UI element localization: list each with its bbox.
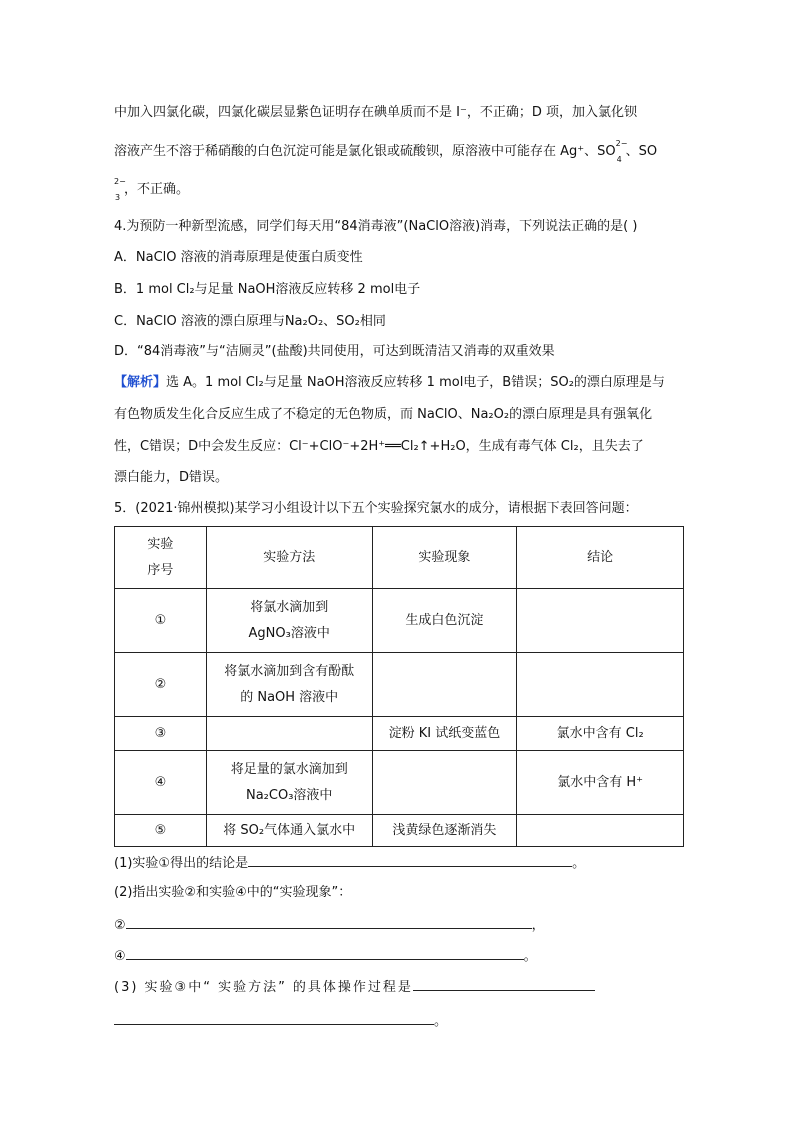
answer-blank[interactable] — [248, 852, 572, 867]
sub3-end: 。 — [434, 1014, 448, 1029]
row-id: ④ — [115, 751, 207, 815]
table-row — [115, 653, 684, 717]
header-cell: 结论 — [517, 527, 684, 589]
q4-analysis-line-3: 性，C错误；D中会发生反应：Cl⁻+ClO⁻+2H⁺══Cl₂↑+H₂O，生成有毒气体 Cl₂，且失去了 — [114, 439, 644, 454]
row-method: 将足量的氯水滴加到 Na₂CO₃溶液中 — [206, 751, 372, 815]
experiment-table — [114, 526, 684, 847]
intro-line-1: 中加入四氯化碳，四氯化碳层显紫色证明存在碘单质而不是 I⁻，不正确；D 项，加入氯化钡 — [114, 105, 637, 120]
row-id: ③ — [115, 717, 207, 751]
row-phenomenon: 生成白色沉淀 — [372, 589, 517, 653]
q4-analysis-line-1 — [114, 374, 665, 392]
answer-blank[interactable] — [126, 945, 524, 960]
intro-line-3 — [114, 177, 190, 202]
intro-line-2 — [114, 139, 658, 164]
intro-line-3-tail: ，不正确。 — [124, 182, 190, 197]
answer-blank[interactable] — [126, 914, 532, 929]
row-conclusion: 氯水中含有 H⁺ — [517, 751, 684, 815]
q5-sub2: (2)指出实验②和实验④中的“实验现象”： — [114, 885, 352, 900]
row-conclusion — [517, 815, 684, 847]
sub1-prefix: (1)实验①得出的结论是 — [114, 856, 249, 871]
q4-option-b: B．1 mol Cl₂与足量 NaOH溶液反应转移 2 mol电子 — [114, 282, 421, 297]
q4-analysis-line-4: 漂白能力，D错误。 — [114, 470, 229, 485]
row-method — [206, 717, 372, 751]
row-id: ② — [115, 653, 207, 717]
table-row — [115, 815, 684, 847]
q4-option-d: D．“84消毒液”与“洁厕灵”(盐酸)共同使用，可达到既清洁又消毒的双重效果 — [114, 344, 555, 359]
q5-stem: 5．(2021·锦州模拟)某学习小组设计以下五个实验探究氯水的成分，请根据下表回答问题： — [114, 501, 638, 516]
analysis-label: 【解析】 — [114, 375, 167, 390]
row-phenomenon — [372, 751, 517, 815]
row-conclusion: 氯水中含有 Cl₂ — [517, 717, 684, 751]
sub2-b-end: 。 — [523, 949, 537, 964]
q4-option-c: C．NaClO 溶液的漂白原理与Na₂O₂、SO₂相同 — [114, 314, 386, 329]
row-method: 将氯水滴加到含有酚酞 的 NaOH 溶液中 — [206, 653, 372, 717]
row-method: 将 SO₂气体通入氯水中 — [206, 815, 372, 847]
q5-sub3-cont — [114, 1010, 447, 1031]
table-row — [115, 717, 684, 751]
header-cell: 实验现象 — [372, 527, 517, 589]
q5-sub1 — [114, 852, 585, 873]
q5-sub2-b — [114, 945, 537, 966]
table-row — [115, 589, 684, 653]
sulfate-charge: 2− 4 — [615, 139, 628, 164]
row-conclusion — [517, 589, 684, 653]
answer-blank[interactable] — [114, 1010, 434, 1025]
q5-sub2-a — [114, 914, 545, 935]
table-row — [115, 751, 684, 815]
row-phenomenon: 淀粉 KI 试纸变蓝色 — [372, 717, 517, 751]
row-conclusion — [517, 653, 684, 717]
sub2-a-end: ， — [531, 918, 545, 933]
q4-analysis-line-2: 有色物质发生化合反应生成了不稳定的无色物质，而 NaClO、Na₂O₂的漂白原理是具有强氧化 — [114, 407, 653, 422]
header-cell: 实验方法 — [206, 527, 372, 589]
row-id: ① — [115, 589, 207, 653]
intro-line-2-tail: 、SO — [625, 144, 658, 159]
sulfite-charge: 2− 3 — [114, 177, 126, 202]
q5-sub3 — [114, 976, 595, 997]
answer-blank[interactable] — [413, 976, 595, 991]
row-method: 将氯水滴加到 AgNO₃溶液中 — [206, 589, 372, 653]
sub3-prefix: (3) 实验③中“ 实验方法” 的具体操作过程是 — [114, 980, 413, 995]
sub1-end: 。 — [572, 856, 586, 871]
row-phenomenon — [372, 653, 517, 717]
row-phenomenon: 浅黄绿色逐渐消失 — [372, 815, 517, 847]
intro-line-2-text: 溶液产生不溶于稀硝酸的白色沉淀可能是氯化银或硫酸钡，原溶液中可能存在 Ag⁺、SO — [114, 144, 616, 159]
header-cell: 实验 序号 — [115, 527, 207, 589]
analysis-text-1: 选 A。1 mol Cl₂与足量 NaOH溶液反应转移 1 mol电子，B错误；SO₂的漂白原理是与 — [166, 375, 665, 390]
q4-option-a: A．NaClO 溶液的消毒原理是使蛋白质变性 — [114, 250, 363, 265]
row-id: ⑤ — [115, 815, 207, 847]
sub2-a-label: ② — [114, 918, 126, 933]
q4-stem: 4.为预防一种新型流感，同学们每天用“84消毒液”(NaClO溶液)消毒，下列说法正确的是( ) — [114, 219, 638, 234]
sub2-b-label: ④ — [114, 949, 126, 964]
table-header-row — [115, 527, 684, 589]
